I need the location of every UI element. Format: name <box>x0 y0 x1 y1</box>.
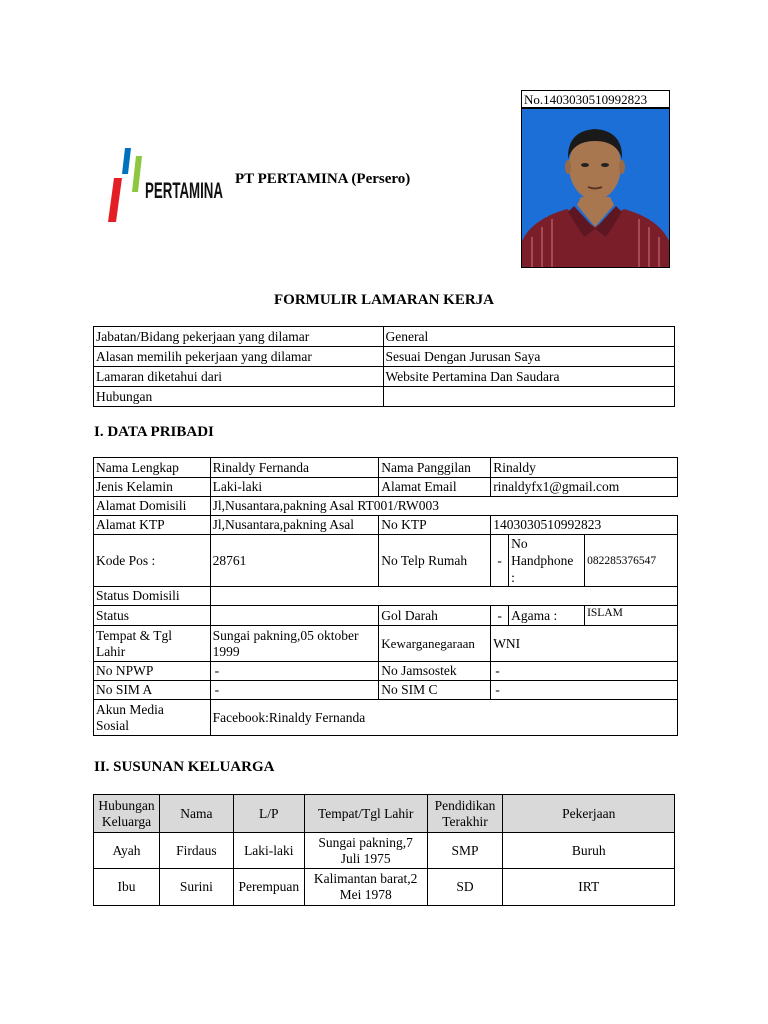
field-value: Jl,Nusantara,pakning Asal <box>210 516 379 535</box>
table-row <box>94 347 675 367</box>
field-value: 1403030510992823 <box>491 516 678 535</box>
field-value: - <box>491 606 509 626</box>
column-header: Nama <box>159 795 233 833</box>
table-cell: Perempuan <box>233 869 304 906</box>
handphone-label-line: Handphone <box>511 553 574 568</box>
field-value: - <box>210 662 379 681</box>
personal-data-table <box>93 457 678 736</box>
value-line: Sungai pakning,05 oktober <box>212 627 359 643</box>
table-row <box>94 458 678 478</box>
handphone-label-line: : <box>511 570 515 585</box>
registration-number: No.1403030510992823 <box>521 90 670 108</box>
label-line: Akun Media <box>96 701 164 717</box>
table-row <box>94 478 678 497</box>
field-value: Laki-laki <box>210 478 379 497</box>
field-value <box>210 587 677 606</box>
table-row <box>94 327 675 347</box>
field-label: Alamat KTP <box>94 516 211 535</box>
field-value: WNI <box>491 626 678 662</box>
table-cell: Firdaus <box>159 833 233 869</box>
cell-line: Juli 1975 <box>340 850 391 866</box>
field-label: Kode Pos : <box>94 535 211 587</box>
table-row <box>94 535 678 587</box>
field-value: General <box>383 327 674 347</box>
table-row <box>94 606 678 626</box>
field-value: Rinaldy <box>491 458 678 478</box>
field-label: Jenis Kelamin <box>94 478 211 497</box>
table-row <box>94 497 678 516</box>
applicant-photo <box>521 108 670 268</box>
field-label: No SIM A <box>94 681 211 700</box>
field-label: Status Domisili <box>94 587 211 606</box>
form-title: FORMULIR LAMARAN KERJA <box>274 292 494 308</box>
table-row <box>94 700 678 736</box>
table-cell <box>304 869 427 906</box>
field-label: Lamaran diketahui dari <box>94 367 384 387</box>
field-value <box>210 626 379 662</box>
field-label: Kewarganegaraan <box>379 626 491 662</box>
company-name: PT PERTAMINA (Persero) <box>235 171 411 187</box>
section-title-family: II. SUSUNAN KELUARGA <box>94 759 275 775</box>
table-cell <box>304 833 427 869</box>
header-line: Hubungan <box>98 797 155 813</box>
field-value <box>383 387 674 407</box>
field-value: 28761 <box>210 535 379 587</box>
field-value: - <box>491 535 509 587</box>
table-row <box>94 869 675 906</box>
field-label: Nama Lengkap <box>94 458 211 478</box>
table-cell: Laki-laki <box>233 833 304 869</box>
table-cell: Surini <box>159 869 233 906</box>
table-row <box>94 662 678 681</box>
field-label: No SIM C <box>379 681 491 700</box>
column-header: L/P <box>233 795 304 833</box>
table-row <box>94 587 678 606</box>
field-label: Jabatan/Bidang pekerjaan yang dilamar <box>94 327 384 347</box>
label-line: Lahir <box>96 643 126 659</box>
table-header-row <box>94 795 675 833</box>
field-value: - <box>491 662 678 681</box>
field-label: Gol Darah <box>379 606 491 626</box>
label-line: Sosial <box>96 717 130 733</box>
field-label: Agama : <box>509 606 585 626</box>
table-cell: IRT <box>503 869 675 906</box>
field-label: Alamat Domisili <box>94 497 211 516</box>
table-row <box>94 681 678 700</box>
cell-line: Kalimantan barat,2 <box>313 871 418 886</box>
field-value: Sesuai Dengan Jurusan Saya <box>383 347 674 367</box>
value-line: 1999 <box>212 643 240 659</box>
field-value: 082285376547 <box>585 535 678 587</box>
logo-text: PERTAMINA <box>145 178 224 203</box>
label-line: Tempat & Tgl <box>96 627 173 643</box>
column-header <box>427 795 503 833</box>
table-cell: SD <box>427 869 503 906</box>
table-row <box>94 516 678 535</box>
table-cell: SMP <box>427 833 503 869</box>
family-table <box>93 794 675 906</box>
field-value: Website Pertamina Dan Saudara <box>383 367 674 387</box>
table-row <box>94 626 678 662</box>
header-line: Terakhir <box>442 813 488 829</box>
field-label <box>94 700 211 736</box>
table-cell: Ibu <box>94 869 160 906</box>
cell-line: Mei 1978 <box>339 887 392 902</box>
table-cell: Ayah <box>94 833 160 869</box>
application-table <box>93 326 675 407</box>
field-label: No KTP <box>379 516 491 535</box>
field-label: Nama Panggilan <box>379 458 491 478</box>
field-value: - <box>210 681 379 700</box>
field-label: Status <box>94 606 211 626</box>
field-value: ISLAM <box>585 606 678 626</box>
column-header: Pekerjaan <box>503 795 675 833</box>
field-label <box>94 626 211 662</box>
table-row <box>94 387 675 407</box>
column-header: Tempat/Tgl Lahir <box>304 795 427 833</box>
field-value: Facebook:Rinaldy Fernanda <box>210 700 677 736</box>
field-label <box>509 535 585 587</box>
field-value: Rinaldy Fernanda <box>210 458 379 478</box>
header-line: Keluarga <box>101 813 152 829</box>
field-label: Alamat Email <box>379 478 491 497</box>
field-label: Hubungan <box>94 387 384 407</box>
table-row <box>94 833 675 869</box>
field-label: Alasan memilih pekerjaan yang dilamar <box>94 347 384 367</box>
field-value <box>210 606 379 626</box>
field-value: rinaldyfx1@gmail.com <box>491 478 678 497</box>
field-label: No Jamsostek <box>379 662 491 681</box>
table-cell: Buruh <box>503 833 675 869</box>
header-line: Pendidikan <box>434 797 496 813</box>
field-label: No Telp Rumah <box>379 535 491 587</box>
handphone-label-line: No <box>511 536 528 551</box>
table-row <box>94 367 675 387</box>
cell-line: Sungai pakning,7 <box>318 834 413 850</box>
field-value: Jl,Nusantara,pakning Asal RT001/RW003 <box>210 497 677 516</box>
field-value: - <box>491 681 678 700</box>
pertamina-logo <box>100 148 225 231</box>
column-header <box>94 795 160 833</box>
section-title-personal: I. DATA PRIBADI <box>94 424 214 440</box>
field-label: No NPWP <box>94 662 211 681</box>
